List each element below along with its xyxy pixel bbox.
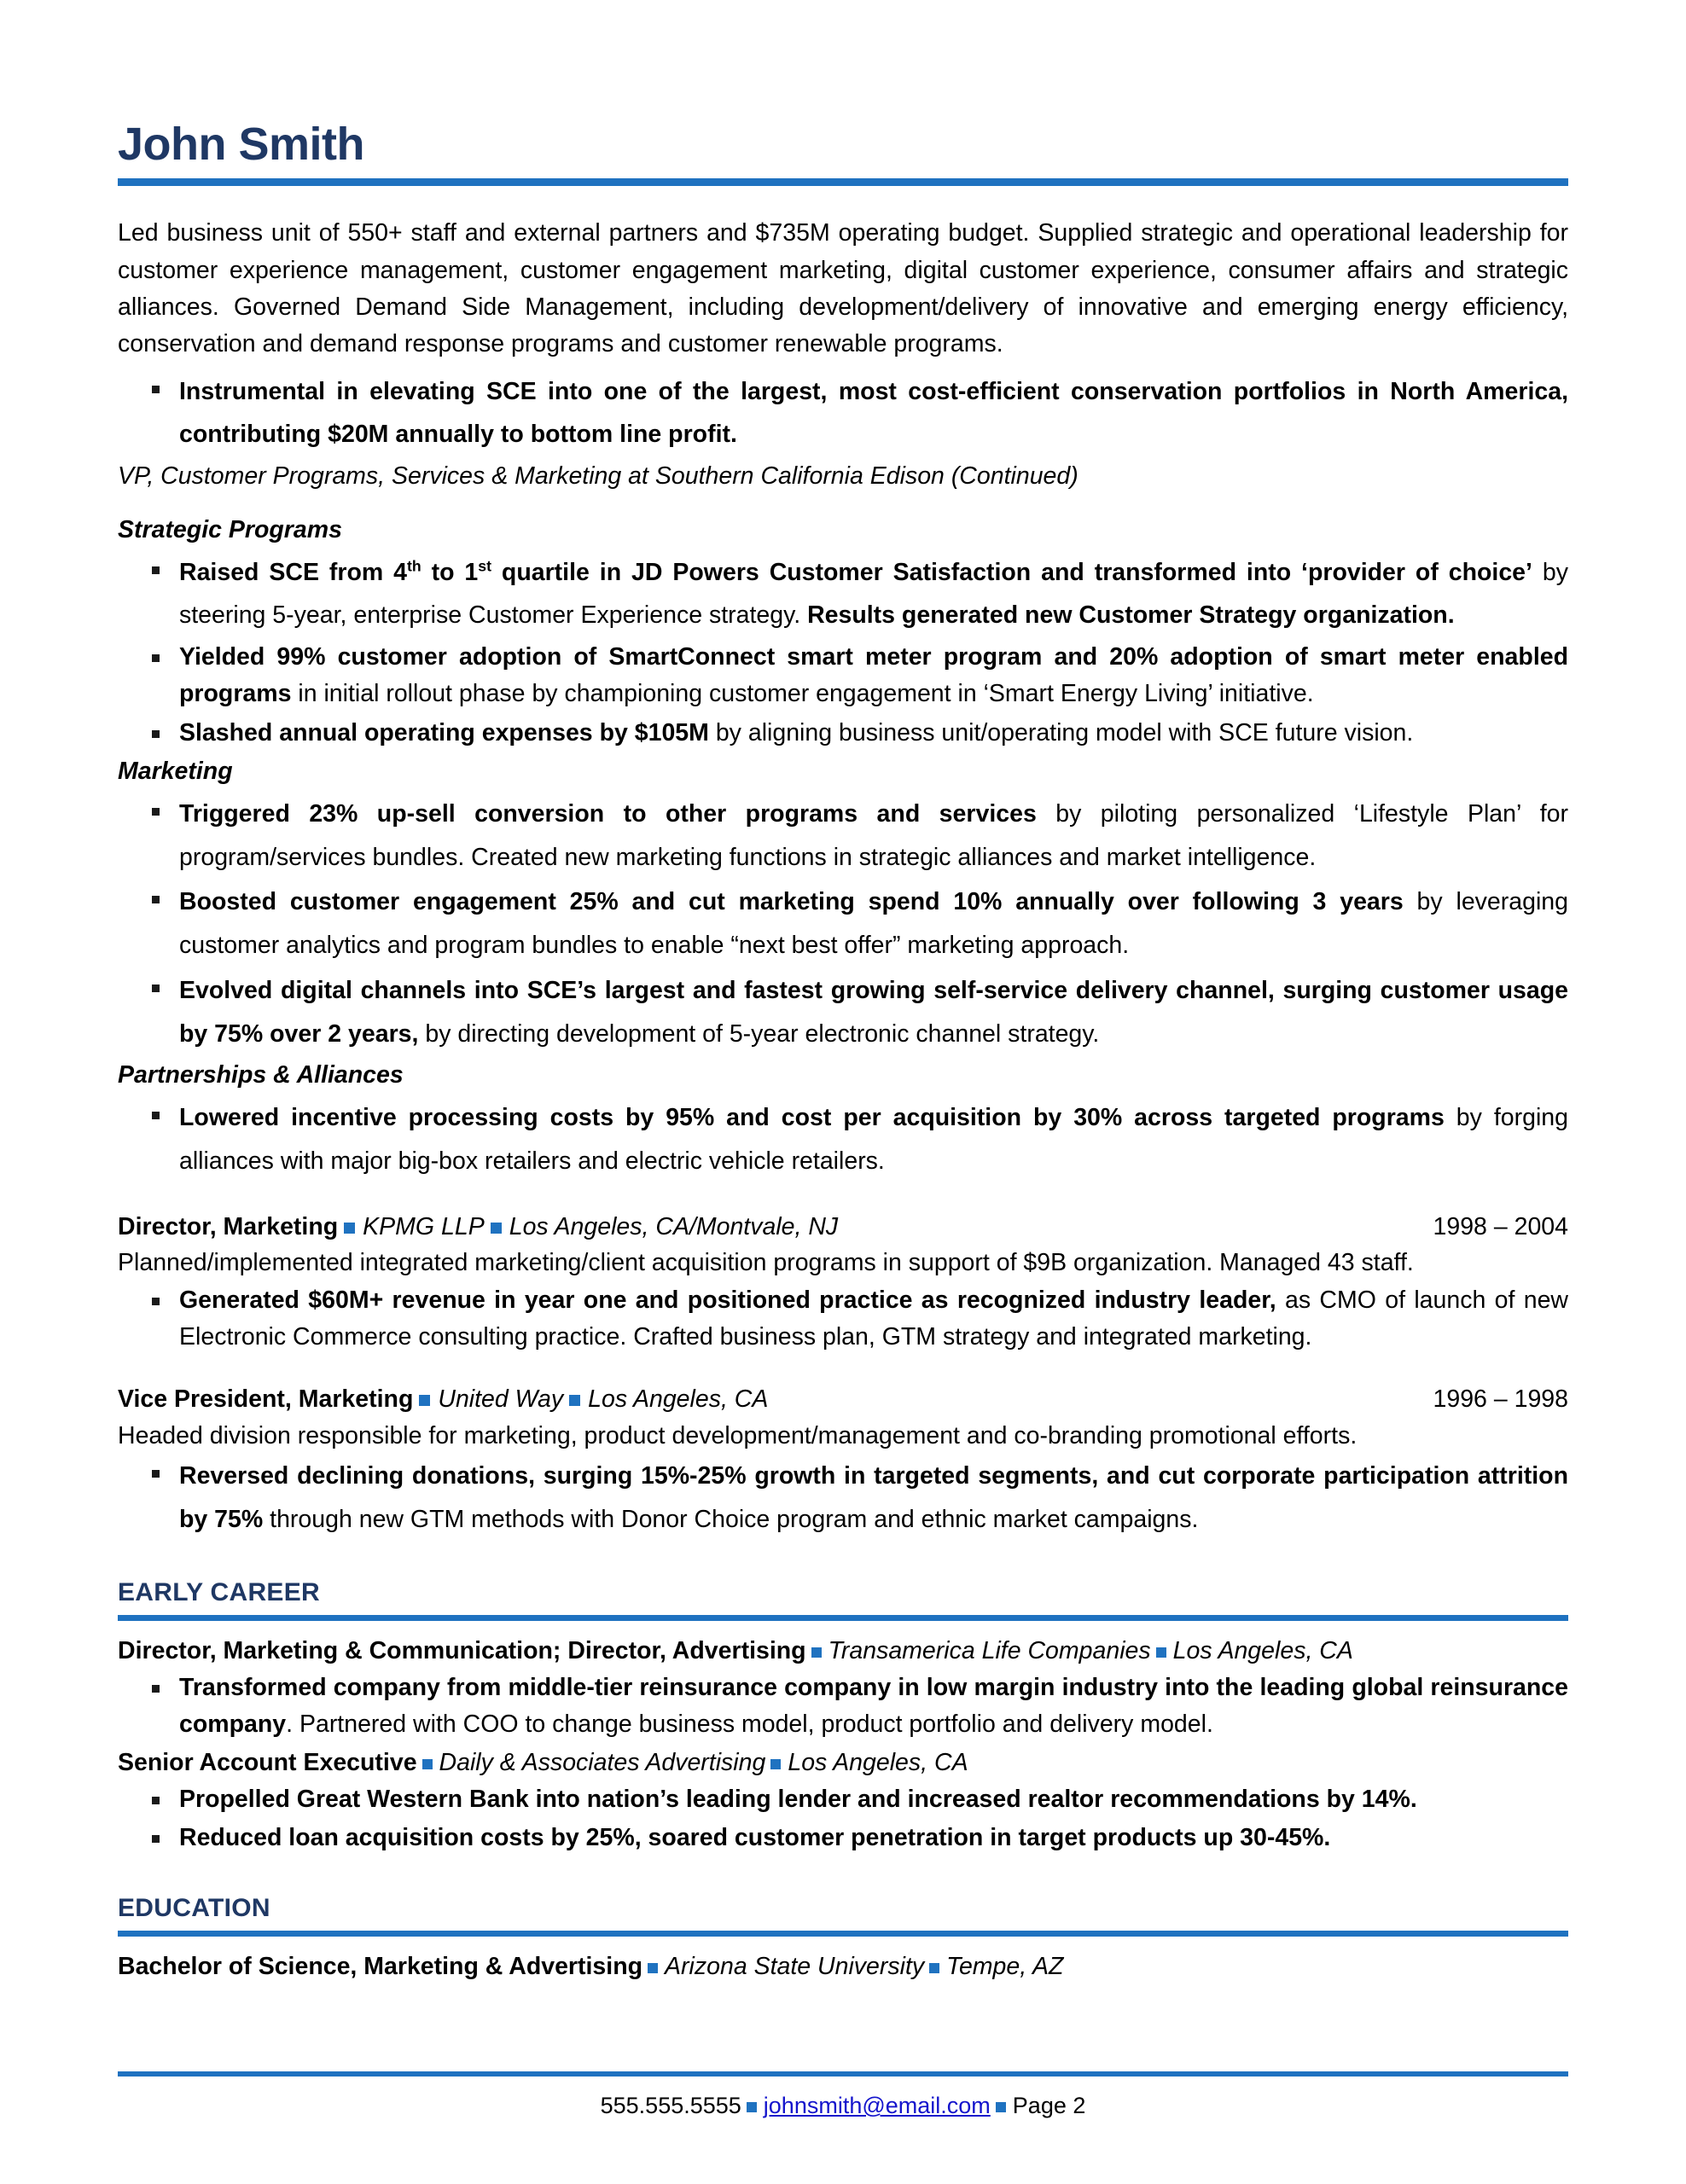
job-company: KPMG LLP: [363, 1212, 485, 1240]
united-way-bullets: [118, 1455, 1568, 1541]
bullet-bold: Transformed company from middle-tier reinsurance company in low margin industry into the leading global reinsurance company: [179, 1673, 1568, 1738]
school-name: Arizona State University: [665, 1952, 925, 1980]
blue-square-separator-icon: [929, 1963, 939, 1973]
list-item: [118, 793, 1568, 879]
job-description: Headed division responsible for marketing, product development/management and co-branding promotional efforts.: [118, 1422, 1358, 1450]
bullet-regular: by aligning business unit/operating model with SCE future vision.: [708, 718, 1414, 746]
blue-square-separator-icon: [1156, 1647, 1166, 1658]
blue-square-separator-icon: [996, 2102, 1006, 2112]
list-item: [118, 1820, 1568, 1856]
list-item: [118, 1455, 1568, 1541]
list-item: [118, 551, 1568, 637]
page-footer: [118, 2071, 1568, 2123]
subheading-strategic-programs: Strategic Programs: [118, 515, 342, 543]
bullet-regular: by directing development of 5-year electronic channel strategy.: [418, 1019, 1100, 1048]
list-item: [118, 370, 1568, 456]
bullet-bold-c: quartile in JD Powers Customer Satisfaction and transformed into ‘provider of choice’: [491, 558, 1532, 586]
section-heading: EDUCATION: [118, 1893, 270, 1922]
school-location: Tempe, AZ: [946, 1952, 1064, 1980]
bullet-bold: Lowered incentive processing costs by 95% and cost per acquisition by 30% across targeted programs: [179, 1104, 1445, 1132]
footer-email-link[interactable]: johnsmith@email.com: [763, 2093, 991, 2119]
bullet-regular: in initial rollout phase by championing customer engagement in ‘Smart Energy Living’ initiative.: [291, 680, 1314, 708]
bullet-bold: Reduced loan acquisition costs by 25%, soared customer penetration in target products up 30-45%.: [179, 1824, 1331, 1852]
section-divider: [118, 1931, 1568, 1937]
bullet-bold: Evolved digital channels into SCE’s largest and fastest growing self-service delivery channel, surging customer usage by 75% over 2 years,: [179, 976, 1568, 1048]
bullet-bold-a: Raised SCE from 4: [179, 558, 408, 586]
degree-school-location: [118, 1949, 1568, 1985]
summary-paragraph: Led business unit of 550+ staff and external partners and $735M operating budget. Supplied strategic and operational leadership for customer experience management, customer engagement marketing, digital customer experience, consumer affairs and strategic alliances. Governed Demand Side Management, including development/delivery of innovative and emerging energy efficiency, conservation and demand response programs and customer renewable programs.: [118, 219, 1568, 358]
strategic-programs-bullets: [118, 551, 1568, 752]
job-location: Los Angeles, CA/Montvale, NJ: [509, 1212, 839, 1240]
blue-square-separator-icon: [344, 1223, 355, 1234]
bullet-regular: through new GTM methods with Donor Choice program and ethnic market campaigns.: [263, 1506, 1199, 1534]
job-title: Vice President, Marketing: [118, 1385, 414, 1414]
bullet-bold: Boosted customer engagement 25% and cut marketing spend 10% annually over following 3 years: [179, 888, 1404, 916]
transamerica-bullets: [118, 1670, 1568, 1744]
footer-divider: [118, 2071, 1568, 2077]
job-entry-header-united-way: [118, 1381, 1568, 1418]
superscript-th: th: [407, 557, 422, 575]
blue-square-separator-icon: [491, 1223, 502, 1234]
footer-contact-line: [118, 2090, 1568, 2123]
job-title-company-location: [118, 1745, 1568, 1781]
bullet-regular: by steering 5-year, enterprise Customer Experience strategy.: [179, 558, 1568, 630]
list-item: [118, 880, 1568, 967]
footer-page-number: Page 2: [1012, 2093, 1086, 2119]
degree-title: Bachelor of Science, Marketing & Advertising: [118, 1952, 643, 1980]
blue-square-separator-icon: [422, 1759, 433, 1769]
job-location: Los Angeles, CA: [788, 1749, 968, 1777]
continued-role-line: VP, Customer Programs, Services & Marketing at Southern California Edison (Continued): [118, 462, 1078, 491]
bullet-bold: Generated $60M+ revenue in year one and positioned practice as recognized industry leader,: [179, 1286, 1276, 1314]
list-item: [118, 715, 1568, 752]
job-title: Director, Marketing & Communication; Director, Advertising: [118, 1636, 806, 1664]
bullet-bold: Slashed annual operating expenses by $105M: [179, 718, 709, 746]
early-career-entry-transamerica: [118, 1633, 1568, 1670]
job-title-company-location: [118, 1381, 1413, 1418]
subheading-partnerships-alliances: Partnerships & Alliances: [118, 1061, 404, 1089]
daily-associates-bullets: [118, 1781, 1568, 1857]
job-title-company-location: [118, 1633, 1568, 1670]
bullet-bold: Yielded 99% customer adoption of SmartConnect smart meter program and 20% adoption of smart meter enabled programs: [179, 643, 1568, 708]
job-company: Transamerica Life Companies: [828, 1636, 1151, 1664]
job-title: Director, Marketing: [118, 1212, 339, 1240]
job-company: United Way: [438, 1385, 564, 1414]
bullet-regular: by forging alliances with major big-box retailers and electric vehicle retailers.: [179, 1104, 1568, 1175]
section-divider: [118, 1615, 1568, 1621]
list-item: [118, 1670, 1568, 1744]
early-career-entry-daily-associates: [118, 1745, 1568, 1781]
section-heading: EARLY CAREER: [118, 1577, 320, 1606]
blue-square-separator-icon: [811, 1647, 822, 1658]
marketing-bullets: [118, 793, 1568, 1055]
job-company: Daily & Associates Advertising: [439, 1749, 766, 1777]
bullet-bold-tail: Results generated new Customer Strategy organization.: [807, 601, 1455, 630]
job-location: Los Angeles, CA: [1172, 1636, 1353, 1664]
job-description: Planned/implemented integrated marketing/client acquisition programs in support of $9B organization. Managed 43 staff.: [118, 1249, 1414, 1277]
blue-square-separator-icon: [648, 1963, 658, 1973]
bullet-regular: as CMO of launch of new Electronic Commerce consulting practice. Crafted business plan, GTM strategy and integrated marketing.: [179, 1286, 1569, 1350]
bullet-regular: by piloting personalized ‘Lifestyle Plan’ for program/services bundles. Created new marketing functions in strategic alliances and market intelligence.: [179, 799, 1568, 871]
footer-phone: 555.555.5555: [600, 2093, 741, 2119]
bullet-bold: Triggered 23% up-sell conversion to other programs and services: [179, 799, 1037, 828]
section-education: [118, 1893, 1568, 1985]
list-item: [118, 1781, 1568, 1818]
job-dates: 1998 – 2004: [1433, 1212, 1568, 1240]
blue-square-separator-icon: [419, 1395, 430, 1406]
list-item: [118, 969, 1568, 1055]
superscript-st: st: [478, 557, 491, 575]
bullet-regular: by leveraging customer analytics and program bundles to enable “next best offer” marketing approach.: [179, 888, 1568, 960]
blue-square-separator-icon: [569, 1395, 580, 1406]
job-title: Senior Account Executive: [118, 1749, 417, 1777]
page-title: John Smith: [118, 119, 364, 170]
bullet-regular: . Partnered with COO to change business model, product portfolio and delivery model.: [286, 1710, 1213, 1738]
education-entry: [118, 1949, 1568, 1985]
bullet-bold: Propelled Great Western Bank into nation’s leading lender and increased realtor recommendations by 14%.: [179, 1785, 1417, 1813]
subheading-marketing: Marketing: [118, 758, 233, 786]
list-item: [118, 639, 1568, 713]
section-early-career: [118, 1577, 1568, 1857]
bullet-bold: Reversed declining donations, surging 15%-25% growth in targeted segments, and cut corporate participation attrition by 75%: [179, 1462, 1568, 1534]
job-dates: 1996 – 1998: [1433, 1385, 1568, 1414]
bullet-bold-b: to 1: [421, 558, 479, 586]
kpmg-bullets: [118, 1282, 1568, 1356]
header-divider: [118, 178, 1568, 186]
job-location: Los Angeles, CA: [588, 1385, 769, 1414]
job-title-company-location: [118, 1209, 1413, 1246]
partnerships-bullets: [118, 1096, 1568, 1182]
job-entry-header-kpmg: [118, 1209, 1568, 1246]
summary-highlight-text: Instrumental in elevating SCE into one of the largest, most cost-efficient conservation portfolios in North America, contributing $20M annually to bottom line profit.: [179, 377, 1568, 449]
list-item: [118, 1096, 1568, 1182]
blue-square-separator-icon: [747, 2102, 757, 2112]
summary-bullet-list: [118, 370, 1568, 456]
blue-square-separator-icon: [770, 1759, 781, 1769]
list-item: [118, 1282, 1568, 1356]
